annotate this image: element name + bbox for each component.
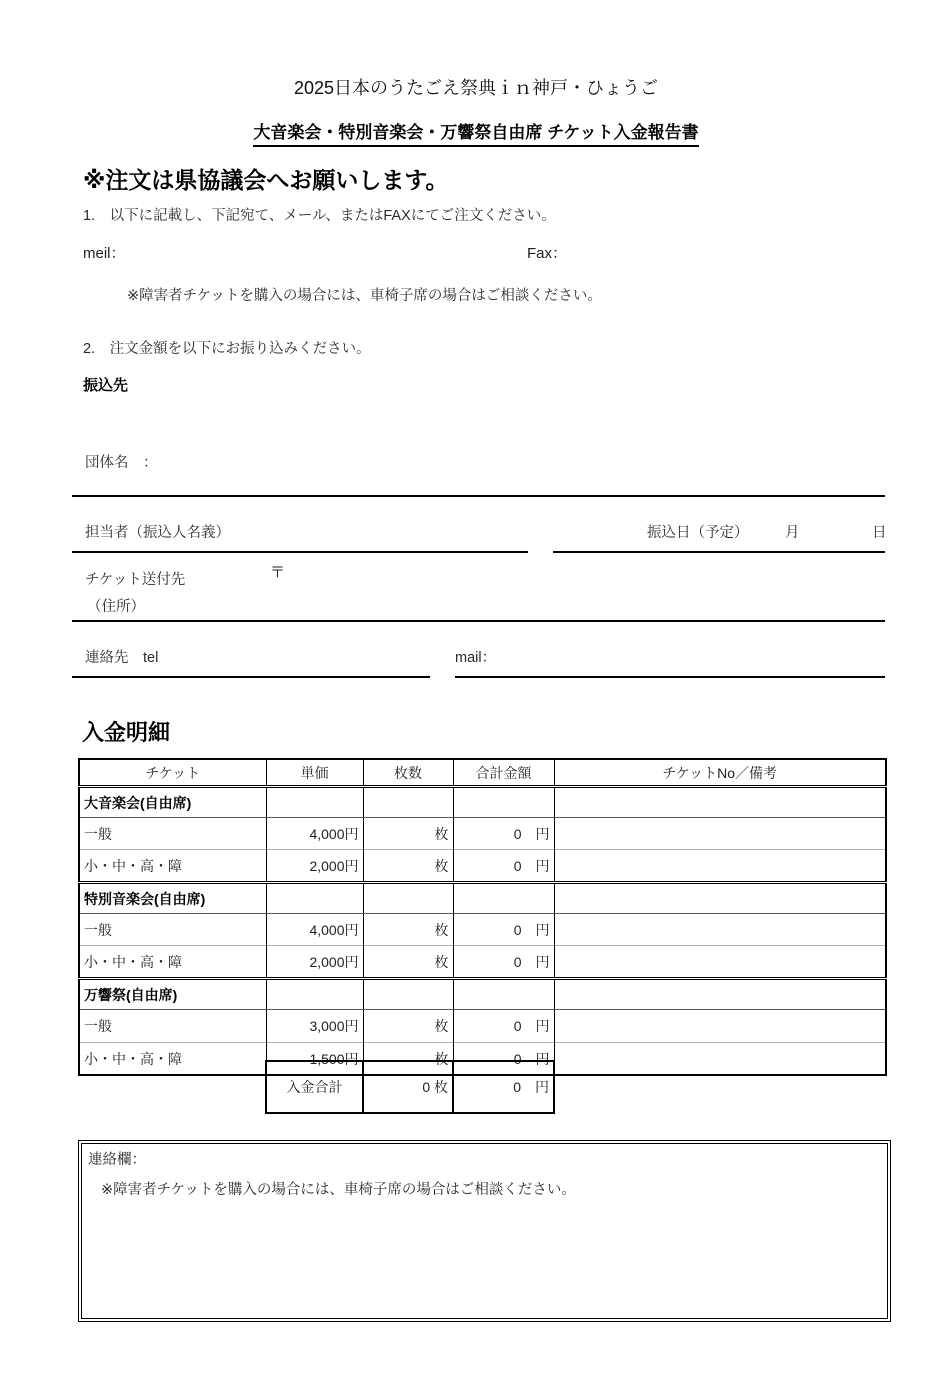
- total-row: [266, 1061, 554, 1113]
- postal-mark-icon: 〒: [270, 564, 286, 581]
- empty-cell: [266, 787, 363, 818]
- order-notice: ※注文は県協議会へお願いします。: [83, 167, 449, 193]
- ticket-row: [79, 914, 886, 946]
- instruction-1: 1. 以下に記載し、下記宛て、メール、またはFAXにてご注文ください。: [83, 208, 556, 224]
- mail-line: [455, 676, 885, 678]
- empty-cell: [554, 883, 886, 914]
- ticket-type: 一般: [79, 818, 266, 850]
- address-line: [72, 620, 885, 622]
- unit-price: 3,000円: [266, 1010, 363, 1043]
- ticket-type: 小・中・高・障: [79, 850, 266, 883]
- total-amount: 0 円: [453, 914, 554, 946]
- fax-label: Fax：: [527, 245, 568, 262]
- empty-cell: [363, 883, 453, 914]
- section-row: [79, 883, 886, 914]
- header-ticket: チケット: [79, 759, 266, 787]
- address-label: （住所）: [87, 599, 145, 615]
- payment-total-table: [265, 1060, 555, 1114]
- document-subtitle: 大音楽会・特別音楽会・万響祭自由席 チケット入金報告書: [253, 118, 698, 147]
- header-ticket-no-remarks: チケットNo／備考: [554, 759, 886, 787]
- unit-price: 2,000円: [266, 946, 363, 979]
- total-amount: 0 円: [453, 946, 554, 979]
- instruction-2: 2. 注文金額を以下にお振り込みください。: [83, 341, 371, 357]
- remarks-cell: [554, 818, 886, 850]
- total-quantity: 0 枚: [363, 1061, 453, 1113]
- transfer-date-label: 振込日（予定）: [647, 525, 749, 541]
- contact-tel-label: 連絡先 tel: [85, 650, 159, 666]
- total-amount: 0 円: [453, 1010, 554, 1043]
- section-name: 万響祭(自由席): [79, 979, 266, 1010]
- unit-price: 2,000円: [266, 850, 363, 883]
- remarks-cell: [554, 1043, 886, 1076]
- quantity-cell: 枚: [363, 946, 453, 979]
- quantity-cell: 枚: [363, 818, 453, 850]
- contact-box: [78, 1140, 891, 1322]
- total-amount: 0 円: [453, 850, 554, 883]
- wheelchair-note: ※障害者チケットを購入の場合には、車椅子席の場合はご相談ください。: [127, 288, 602, 304]
- unit-price: 4,000円: [266, 818, 363, 850]
- ticket-row: [79, 946, 886, 979]
- contact-box-note: ※障害者チケットを購入の場合には、車椅子席の場合はご相談ください。: [101, 1182, 576, 1198]
- total-amount: 0 円: [453, 1061, 554, 1113]
- total-label: 入金合計: [266, 1061, 363, 1113]
- group-name-line: [72, 495, 885, 497]
- quantity-cell: 枚: [363, 1010, 453, 1043]
- empty-cell: [554, 979, 886, 1010]
- ticket-row: [79, 1010, 886, 1043]
- section-row: [79, 787, 886, 818]
- person-in-charge-line: [72, 551, 528, 553]
- ticket-send-to-label: チケット送付先: [85, 572, 186, 588]
- table-header-row: [79, 759, 886, 787]
- total-amount: 0 円: [453, 818, 554, 850]
- empty-cell: [453, 979, 554, 1010]
- section-name: 大音楽会(自由席): [79, 787, 266, 818]
- ticket-row: [79, 818, 886, 850]
- ticket-type: 小・中・高・障: [79, 1043, 266, 1076]
- total-amount: 0 円: [453, 1043, 554, 1076]
- remarks-cell: [554, 914, 886, 946]
- payment-details-table: [78, 758, 887, 1076]
- empty-cell: [266, 979, 363, 1010]
- contact-box-label: 連絡欄：: [88, 1152, 146, 1168]
- section-name: 特別音楽会(自由席): [79, 883, 266, 914]
- quantity-cell: 枚: [363, 850, 453, 883]
- empty-cell: [266, 883, 363, 914]
- month-label: 月: [785, 525, 800, 541]
- document-subtitle-wrap: [0, 118, 952, 147]
- transfer-date-line: [553, 551, 885, 553]
- person-in-charge-label: 担当者（振込人名義）: [85, 525, 230, 541]
- ticket-type: 小・中・高・障: [79, 946, 266, 979]
- empty-cell: [453, 787, 554, 818]
- day-label: 日: [872, 525, 887, 541]
- header-unit-price: 単価: [266, 759, 363, 787]
- payment-details-title: 入金明細: [82, 720, 171, 745]
- header-quantity: 枚数: [363, 759, 453, 787]
- empty-cell: [363, 979, 453, 1010]
- document-title: 2025日本のうたごえ祭典ｉｎ神戸・ひょうご: [293, 78, 659, 98]
- unit-price: 4,000円: [266, 914, 363, 946]
- empty-cell: [363, 787, 453, 818]
- ticket-type: 一般: [79, 914, 266, 946]
- unit-price: 1,500円: [266, 1043, 363, 1076]
- section-row: [79, 979, 886, 1010]
- mail-label: mail：: [455, 650, 497, 666]
- empty-cell: [453, 883, 554, 914]
- tel-line: [72, 676, 430, 678]
- meil-label: meil：: [83, 245, 126, 262]
- empty-cell: [554, 787, 886, 818]
- bank-transfer-label: 振込先: [83, 377, 129, 394]
- group-name-label: 団体名 ：: [85, 455, 158, 471]
- remarks-cell: [554, 850, 886, 883]
- quantity-cell: 枚: [363, 1043, 453, 1076]
- header-total-amount: 合計金額: [453, 759, 554, 787]
- ticket-row: [79, 850, 886, 883]
- quantity-cell: 枚: [363, 914, 453, 946]
- remarks-cell: [554, 1010, 886, 1043]
- remarks-cell: [554, 946, 886, 979]
- ticket-type: 一般: [79, 1010, 266, 1043]
